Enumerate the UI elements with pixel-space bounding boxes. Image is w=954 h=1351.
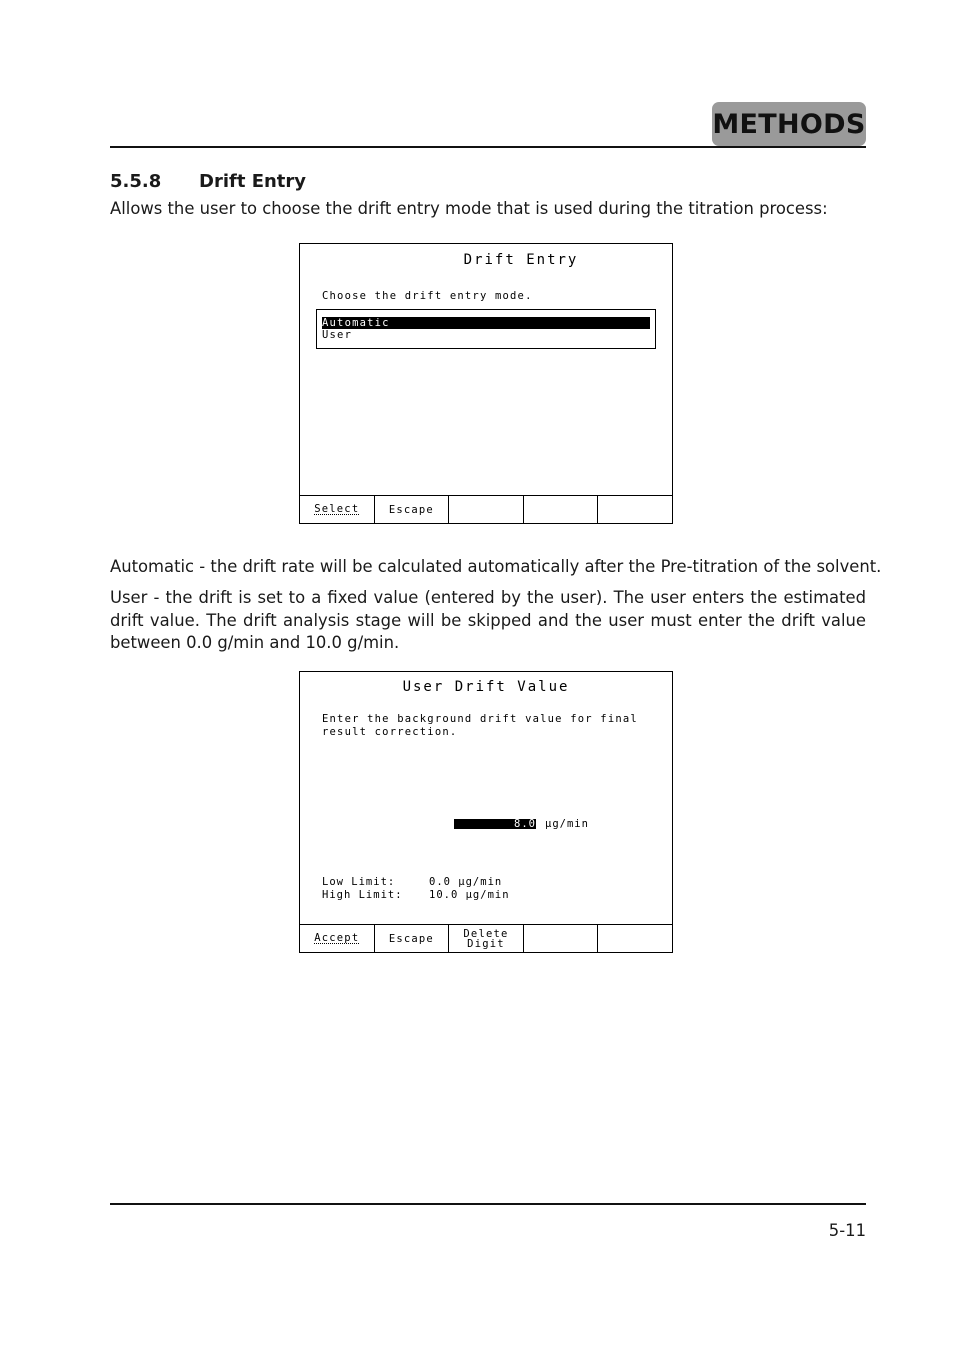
softkey-4[interactable] <box>524 925 599 952</box>
escape-softkey-label: Escape <box>388 503 434 516</box>
softkey-bar <box>300 495 672 523</box>
section-title: Drift Entry <box>199 171 307 192</box>
softkey-3[interactable] <box>449 496 524 523</box>
delete-digit-softkey[interactable] <box>449 925 524 952</box>
list-item-automatic[interactable]: Automatic <box>322 317 650 329</box>
escape-softkey[interactable] <box>375 496 450 523</box>
list-item-user[interactable]: User <box>322 329 353 341</box>
drift-value-input[interactable]: 8.0 <box>454 819 536 829</box>
header-rule <box>110 146 866 148</box>
limits-block <box>322 876 510 901</box>
screen-title: User Drift Value <box>402 679 570 695</box>
automatic-description: Automatic - the drift rate will be calculated automatically after the Pre-titration of the solvent. <box>110 557 882 576</box>
softkey-5[interactable] <box>598 496 672 523</box>
screen-title: Drift Entry <box>463 252 579 268</box>
section-number: 5.5.8 <box>110 171 162 192</box>
user-description: User - the drift is set to a fixed value (entered by the user). The user enters the estimated drift value. The drift analysis stage will be skipped and the user must enter the drift value between 0.0 g/min and 10.0 g/min. <box>110 588 866 652</box>
low-limit-label: Low Limit: <box>322 876 396 888</box>
accept-softkey[interactable] <box>300 925 375 952</box>
drift-entry-screen <box>299 243 673 524</box>
select-softkey-label: Select <box>314 503 360 515</box>
screen-prompt: Enter the background drift value for final result correction. <box>322 713 638 738</box>
section-heading <box>110 171 306 192</box>
section-badge: METHODS <box>712 102 866 146</box>
softkey-bar <box>300 924 672 952</box>
select-softkey[interactable] <box>300 496 375 523</box>
delete-digit-softkey-label: Delete Digit <box>463 927 509 950</box>
user-drift-value-screen <box>299 671 673 953</box>
high-limit-value: 10.0 µg/min <box>429 888 510 901</box>
drift-unit-label: µg/min <box>545 818 589 830</box>
softkey-5[interactable] <box>598 925 672 952</box>
intro-paragraph: Allows the user to choose the drift entry mode that is used during the titration process: <box>110 199 828 218</box>
page-number: 5-11 <box>828 1221 866 1240</box>
escape-softkey-label: Escape <box>388 932 434 945</box>
accept-softkey-label: Accept <box>314 932 360 944</box>
drift-mode-list[interactable] <box>316 309 656 349</box>
high-limit-label: High Limit: <box>322 888 403 901</box>
softkey-4[interactable] <box>524 496 599 523</box>
low-limit-value: 0.0 µg/min <box>429 876 503 888</box>
screen-prompt: Choose the drift entry mode. <box>322 290 533 302</box>
footer-rule <box>110 1203 866 1205</box>
escape-softkey[interactable] <box>375 925 450 952</box>
